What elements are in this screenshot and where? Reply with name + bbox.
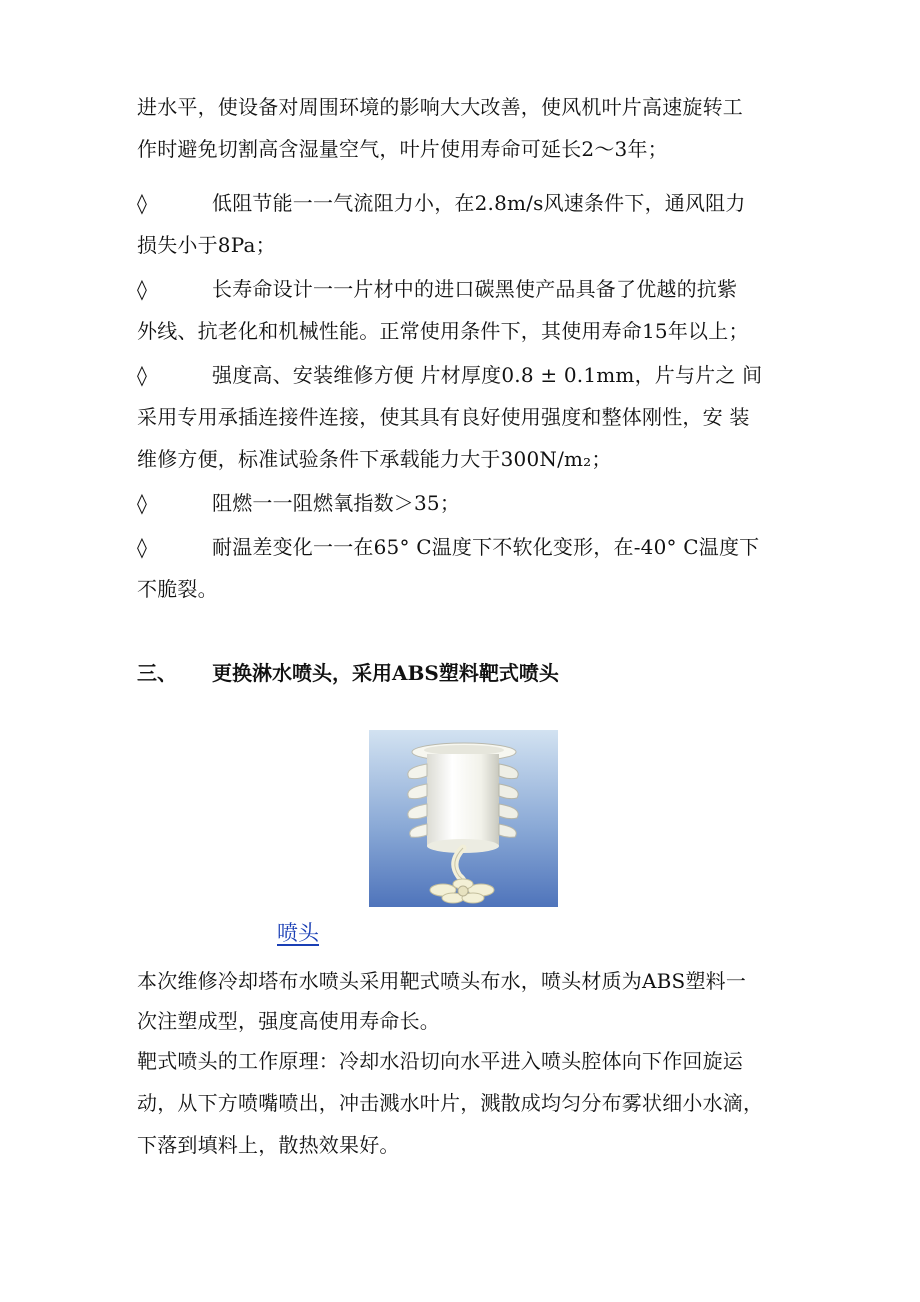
paragraph-line: 下落到填料上，散热效果好。	[137, 1133, 400, 1157]
bullet-diamond-icon: ◊	[137, 535, 147, 559]
bullet-diamond-icon: ◊	[137, 277, 147, 301]
bullet-item-text: 低阻节能一一气流阻力小，在2.8m/s风速条件下，通风阻力	[212, 191, 746, 215]
nozzle-photo	[369, 730, 558, 907]
bullet-item-text: 耐温差变化一一在65° C温度下不软化变形，在-40° C温度下	[212, 535, 760, 559]
bullet-item-continuation: 损失小于8Pa；	[137, 233, 276, 257]
paragraph-line: 次注塑成型，强度高使用寿命长。	[137, 1009, 440, 1033]
bullet-item-continuation: 维修方便，标准试验条件下承载能力大于300N/m₂；	[137, 447, 612, 471]
bullet-item-text: 阻燃一一阻燃氧指数＞35；	[212, 491, 461, 515]
paragraph-line: 本次维修冷却塔布水喷头采用靶式喷头布水，喷头材质为ABS塑料一	[137, 969, 747, 993]
bullet-diamond-icon: ◊	[137, 491, 147, 515]
bullet-diamond-icon: ◊	[137, 363, 147, 387]
bullet-item-continuation: 采用专用承插连接件连接，使其具有良好使用强度和整体刚性，安 装	[137, 405, 750, 429]
bullet-item-continuation: 外线、抗老化和机械性能。正常使用条件下，其使用寿命15年以上；	[137, 319, 749, 343]
section-title: 更换淋水喷头，采用ABS塑料靶式喷头	[212, 661, 559, 685]
bullet-item-text: 长寿命设计一一片材中的进口碳黑使产品具备了优越的抗紫	[212, 277, 738, 301]
paragraph-line: 作时避免切割高含湿量空气，叶片使用寿命可延长2～3年；	[137, 137, 668, 161]
figure-caption-link[interactable]: 喷头	[277, 921, 319, 945]
paragraph-line: 动，从下方喷嘴喷出，冲击溅水叶片，溅散成均匀分布雾状细小水滴，	[137, 1091, 764, 1115]
paragraph-line: 进水平，使设备对周围环境的影响大大改善，使风机叶片高速旋转工	[137, 95, 743, 119]
bullet-item-continuation: 不脆裂。	[137, 577, 218, 601]
bullet-item-text: 强度高、安装维修方便 片材厚度0.8 ± 0.1mm，片与片之 间	[212, 363, 763, 387]
paragraph-line: 靶式喷头的工作原理：冷却水沿切向水平进入喷头腔体向下作回旋运	[137, 1049, 743, 1073]
section-number: 三、	[137, 661, 177, 685]
bullet-diamond-icon: ◊	[137, 191, 147, 215]
